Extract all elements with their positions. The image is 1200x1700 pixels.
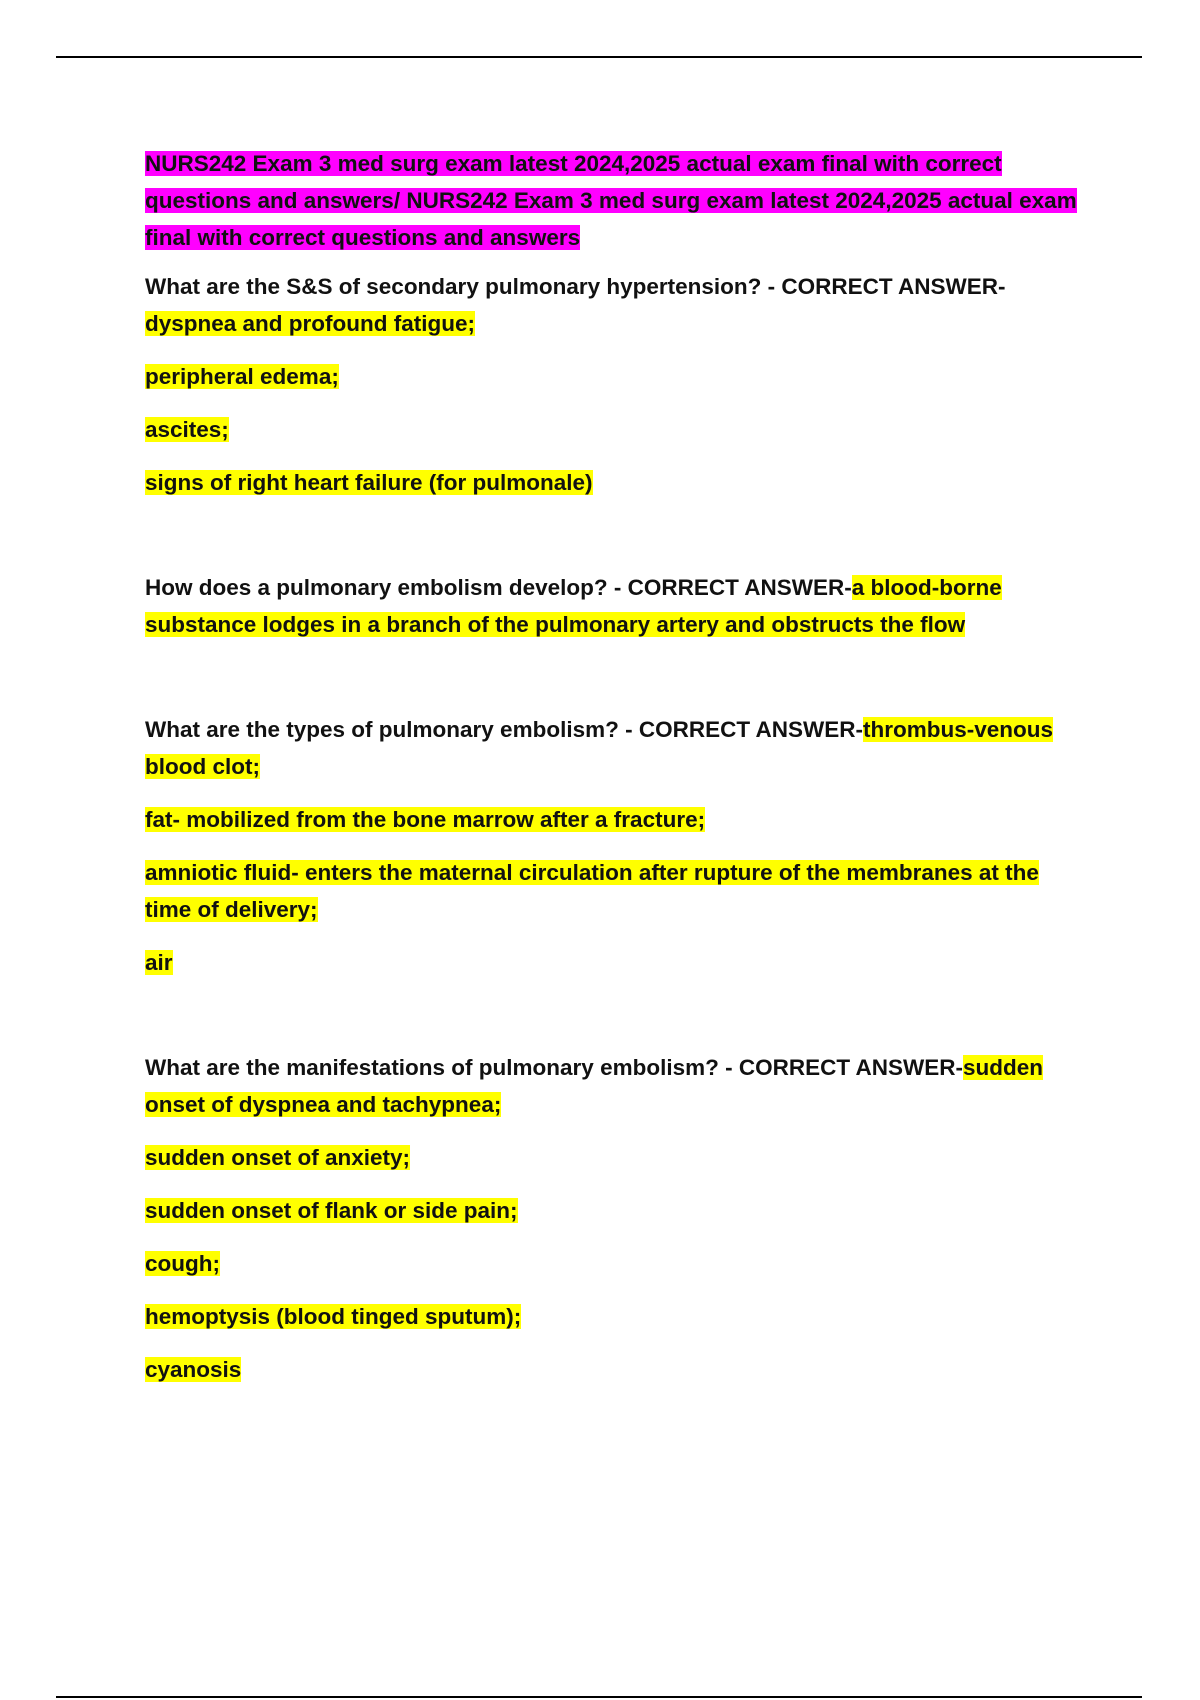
answer-marker: - CORRECT ANSWER- xyxy=(607,575,852,600)
answer-line xyxy=(145,801,1090,838)
answer-line xyxy=(145,1245,1090,1282)
answer-text: cough; xyxy=(145,1251,220,1276)
question-text: What are the types of pulmonary embolism? xyxy=(145,717,619,742)
answer-text: thrombus-venous blood clot; xyxy=(145,717,1054,779)
answer-text: fat- mobilized from the bone marrow after a fracture; xyxy=(145,807,706,832)
answer-text: sudden onset of anxiety; xyxy=(145,1145,411,1170)
answer-text: sudden onset of flank or side pain; xyxy=(145,1198,518,1223)
qa-question-line xyxy=(145,268,1090,342)
answer-text: ascites; xyxy=(145,417,229,442)
answer-line xyxy=(145,1351,1090,1388)
answer-line xyxy=(145,464,1090,501)
qa-question-line xyxy=(145,1049,1090,1123)
answer-line xyxy=(145,944,1090,981)
top-rule xyxy=(56,56,1142,58)
answer-line xyxy=(145,358,1090,395)
qa-block-2 xyxy=(145,569,1090,643)
answer-line xyxy=(145,1192,1090,1229)
document-title xyxy=(145,145,1090,256)
qa-block-1 xyxy=(145,268,1090,501)
qa-block-3 xyxy=(145,711,1090,981)
bottom-rule xyxy=(56,1696,1142,1698)
answer-text: hemoptysis (blood tinged sputum); xyxy=(145,1304,522,1329)
answer-text: peripheral edema; xyxy=(145,364,339,389)
answer-line xyxy=(145,1298,1090,1335)
answer-text: dyspnea and profound fatigue; xyxy=(145,311,475,336)
question-text: What are the S&S of secondary pulmonary hypertension? xyxy=(145,274,762,299)
answer-text: cyanosis xyxy=(145,1357,242,1382)
answer-text: a blood-borne substance lodges in a branch of the pulmonary artery and obstructs the flow xyxy=(145,575,1002,637)
qa-block-4 xyxy=(145,1049,1090,1388)
answer-text: signs of right heart failure (for pulmonale) xyxy=(145,470,593,495)
document-body xyxy=(145,145,1090,1388)
answer-text: amniotic fluid- enters the maternal circulation after rupture of the membranes at the time of delivery; xyxy=(145,860,1039,922)
qa-question-line xyxy=(145,569,1090,643)
answer-marker: - CORRECT ANSWER- xyxy=(718,1055,963,1080)
answer-text: air xyxy=(145,950,173,975)
question-text: How does a pulmonary embolism develop? xyxy=(145,575,608,600)
answer-marker: - CORRECT ANSWER- xyxy=(618,717,863,742)
answer-text: sudden onset of dyspnea and tachypnea; xyxy=(145,1055,1044,1117)
document-title-text: NURS242 Exam 3 med surg exam latest 2024,2025 actual exam final with correct questions and answers/ NURS242 Exam 3 med surg exam latest 2024,2025 actual exam final with correct questions and answers xyxy=(145,151,1077,250)
qa-question-line xyxy=(145,711,1090,785)
answer-marker: - CORRECT ANSWER- xyxy=(761,274,1006,299)
answer-line xyxy=(145,1139,1090,1176)
answer-line xyxy=(145,854,1090,928)
answer-line xyxy=(145,411,1090,448)
question-text: What are the manifestations of pulmonary embolism? xyxy=(145,1055,719,1080)
